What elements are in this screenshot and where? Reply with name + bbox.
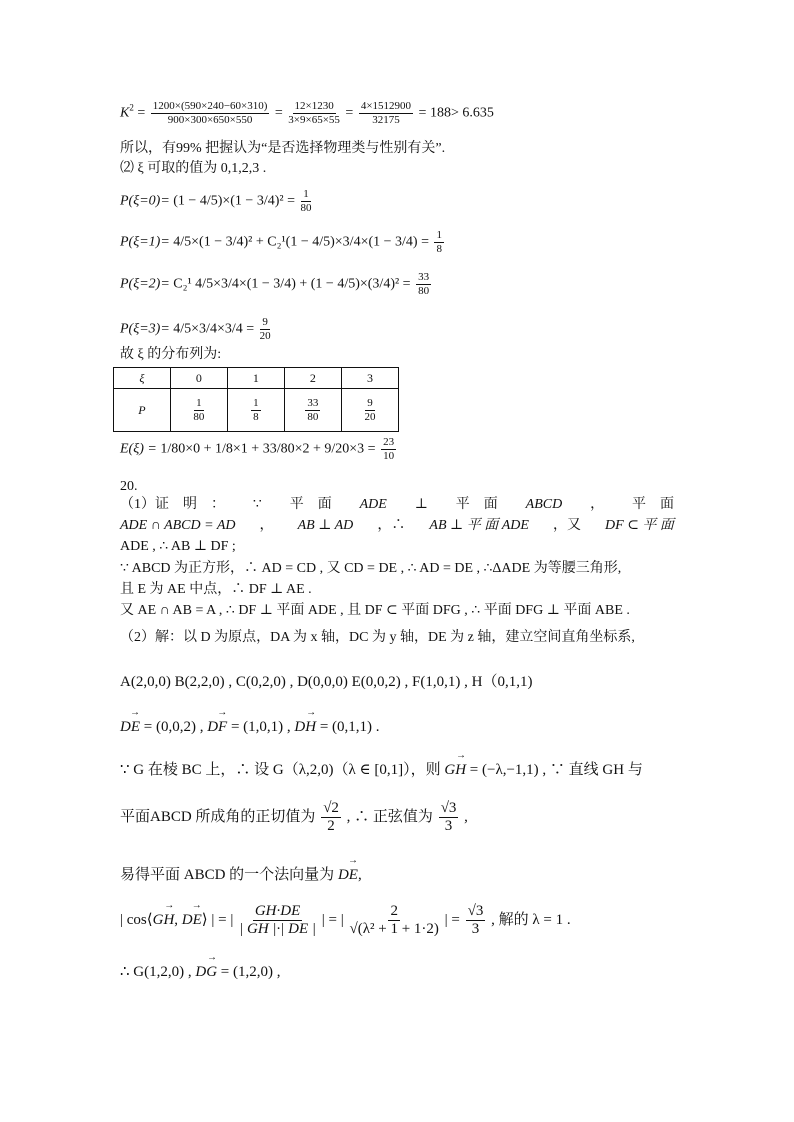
table-row bbox=[114, 389, 399, 432]
vector-de: → DE bbox=[120, 718, 140, 736]
prob-line-0: P(ξ=0)= (1 − 4/5)×(1 − 3/4)² = $\frac{1}{80}$ bbox=[120, 188, 312, 214]
proof-line-3: ADE , ∴ AB ⊥ DF ; bbox=[120, 539, 236, 554]
proof-line-6: 又 AE ∩ AB = A , ∴ DF ⊥ 平面 ADE , 且 DF ⊂ 平面 DFG , ∴ 平面 DFG ⊥ 平面 ABE . bbox=[120, 603, 630, 618]
table-header-row bbox=[114, 368, 399, 389]
table-header-cell: 0 bbox=[170, 368, 227, 389]
prob-line-2: P(ξ=2)= C₂¹ 4/5×3/4×(1 − 3/4) + (1 − 4/5)×(3/4)² = $\frac{33}{80}$ bbox=[120, 271, 430, 297]
prob-line-1: P(ξ=1)= 4/5×(1 − 3/4)² + C₂¹(1 − 4/5)×3/4×(1 − 3/4) = $\frac{1}{8}$ bbox=[120, 229, 442, 255]
tangent-line: 平面ABCD 所成角的正切值为 $\frac{√2}{2}$ , ∴ 正弦值为 $\frac{√3}{3}$ , bbox=[120, 800, 468, 835]
proof-line-1: （1）证 明 ： ∵ 平 面 ADE ⊥ 平 面 ABCD ， 平 面 bbox=[120, 497, 674, 512]
vector-dg: → DG bbox=[195, 963, 217, 981]
coordinates-line: A(2,0,0) B(2,2,0) , C(0,2,0) , D(0,0,0) E(0,0,2) , F(1,0,1) , H（0,1,1) bbox=[120, 674, 533, 690]
expectation-line: E(ξ) = 1/80×0 + 1/8×1 + 33/80×2 + 9/20×3 = $\frac{23}{10}$ bbox=[120, 436, 395, 462]
table-header-cell: 1 bbox=[227, 368, 284, 389]
part2-intro: ⑵ ξ 可取的值为 0,1,2,3 . bbox=[120, 161, 267, 176]
solution-line-1: （2）解：以 D 为原点，DA 为 x 轴，DC 为 y 轴，DE 为 z 轴，建立空间直角坐标系, bbox=[120, 630, 635, 645]
vector-de-normal: → DE bbox=[338, 866, 358, 884]
conclusion-text: 所以，有99% 把握认为“是否选择物理类与性别有关”. bbox=[120, 141, 446, 156]
k2-formula: $K^2$ = $\frac{1200\times(590\times 240-60\times 310)}{900\times 300\times 650\times 550}$ = $\frac{12\times 1230}{3\times 9\times 65\times 55}$ = $\frac{4\times 1512900}{32175}$ = 188> 6.635 bbox=[120, 100, 494, 126]
proof-line-2: ADE ∩ ABCD = AD ， AB ⊥ AD ，∴ AB ⊥ 平 面 ADE ，又 DF ⊂ 平 面 bbox=[120, 518, 674, 533]
proof-line-5: 且 E 为 AE 中点，∴ DF ⊥ AE . bbox=[120, 582, 312, 597]
k2-fraction-3: $\frac{4\times 1512900}{32175}$ bbox=[360, 100, 412, 126]
table-header-cell: ξ bbox=[114, 368, 171, 389]
table-cell: $\frac{1}{8}$ bbox=[227, 389, 284, 432]
cosine-line: | cos⟨→ GH, → DE⟩ | = | $\frac{GH\cdot DE}{| GH |\cdot| DE |}$ | = | $\frac{2}{\text{√(λ² + 1 + 1·2)}}$ | = $\frac{√3}{3}$ , 解的 λ = 1 . bbox=[120, 903, 571, 939]
proof-line-4: ∵ ABCD 为正方形，∴ AD = CD , 又 CD = DE , ∴ AD = DE , ∴ΔADE 为等腰三角形, bbox=[120, 561, 622, 576]
k2-fraction-1: $\frac{1200\times(590\times 240-60\times 310)}{900\times 300\times 650\times 550}$ bbox=[152, 100, 268, 126]
table-cell: $\frac{1}{80}$ bbox=[170, 389, 227, 432]
distribution-table bbox=[113, 367, 399, 432]
table-header-cell: 2 bbox=[284, 368, 341, 389]
table-cell: $\frac{9}{20}$ bbox=[341, 389, 398, 432]
table-header-cell: 3 bbox=[341, 368, 398, 389]
table-row-label: P bbox=[114, 389, 171, 432]
vector-dh: → DH bbox=[294, 718, 316, 736]
question-number: 20. bbox=[120, 479, 138, 494]
k2-fraction-2: $\frac{12\times 1230}{3\times 9\times 65\times 55}$ bbox=[288, 100, 340, 126]
vector-df: → DF bbox=[207, 718, 227, 736]
dist-intro: 故 ξ 的分布列为: bbox=[120, 347, 222, 362]
normal-vector-line: 易得平面 ABCD 的一个法向量为 → DE, bbox=[120, 866, 362, 884]
vectors-line: → DE = (0,0,2) , → DF = (1,0,1) , → DH = (0,1,1) . bbox=[120, 718, 380, 736]
table-cell: $\frac{33}{80}$ bbox=[284, 389, 341, 432]
g-point-line: ∵ G 在棱 BC 上，∴ 设 G（λ,2,0)（λ ∈ [0,1]），则 → GH = (−λ,−1,1) , ∵ 直线 GH 与 bbox=[120, 761, 643, 779]
final-line: ∴ G(1,2,0) , → DG = (1,2,0) , bbox=[120, 963, 281, 981]
vector-gh: → GH bbox=[444, 761, 466, 779]
prob-line-3: P(ξ=3)= 4/5×3/4×3/4 = $\frac{9}{20}$ bbox=[120, 316, 271, 342]
